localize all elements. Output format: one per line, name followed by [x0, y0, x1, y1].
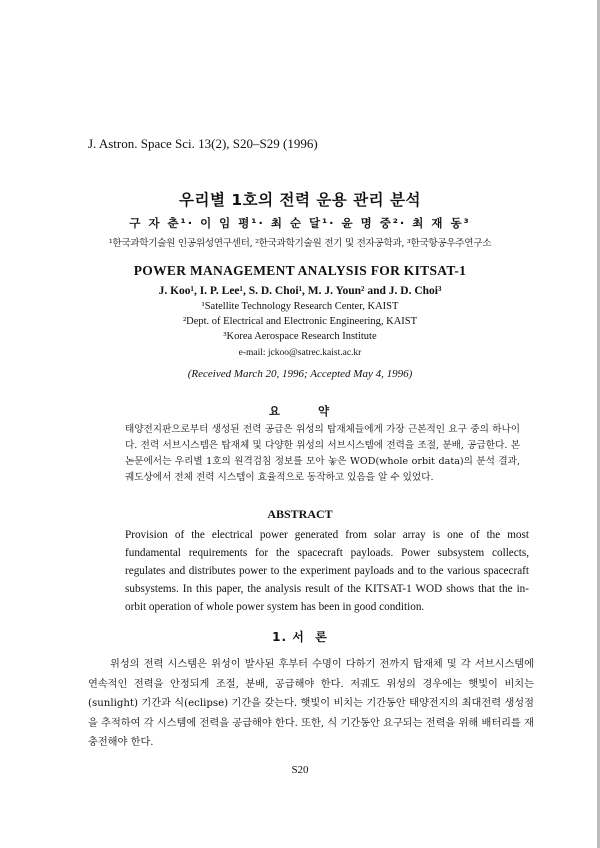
author-email: e-mail: jckoo@satrec.kaist.ac.kr — [238, 348, 362, 358]
affiliations-korean: ¹한국과학기술원 인공위성연구센터, ²한국과학기술원 전기 및 전자공학과, ³한국항공우주연구소 — [108, 238, 492, 249]
received-dates: (Received March 20, 1996; Accepted May 4, 1996) — [187, 368, 413, 380]
abstract-text: Provision of the electrical power generated from solar array is one of the most fundamental requirements for the spacecraft payloads. Power subsystem collects, regulates and distributes power to the experiment payloads and to the various spacecraft subsystems. In this paper, the analysis result of the KITSAT-1 WOD shows that the in-orbit operation of whole power system has been in good condition. — [125, 529, 529, 613]
affiliation-1: ¹Satellite Technology Research Center, KAIST — [201, 301, 399, 312]
summary-text: 태양전지판으로부터 생성된 전력 공급은 위성의 탑재체들에게 가장 근본적인 요구 중의 하나이다. 전력 서브시스템은 탑재체 및 다양한 위성의 서브시스템에 전력을 조절, 분배, 공급한다. 본 논문에서는 우리별 1호의 원격검침 정보를 모아 놓은 WOD(whole orbit data)의 분석 결과, 궤도상에서 전체 전력 시스템이 효율적으로 동작하고 있음을 알 수 있었다. — [125, 424, 520, 483]
authors-english: J. Koo¹, I. P. Lee¹, S. D. Choi¹, M. J. Youn² and J. D. Choi³ — [158, 285, 442, 297]
title-korean: 우리별 1호의 전력 운용 관리 분석 — [179, 191, 421, 209]
summary-heading: 요 약 — [268, 404, 332, 418]
abstract-heading: ABSTRACT — [267, 507, 333, 521]
journal-citation: J. Astron. Space Sci. 13(2), S20–S29 (1996) — [88, 136, 318, 151]
authors-korean: 구 자 춘¹· 이 임 평¹· 최 순 달¹· 윤 명 중²· 최 재 동³ — [129, 216, 471, 230]
affiliation-2: ²Dept. of Electrical and Electronic Engineering, KAIST — [182, 316, 418, 327]
section-text: 위성의 전력 시스템은 위성이 발사된 후부터 수명이 다하기 전까지 탑재체 및 각 서브시스템에 연속적인 전력을 안정되게 조절, 분배, 공급해야 한다. 저궤도 위성의 경우에는 햇빛이 비치는(sunlight) 기간과 식(eclipse) 기간을 갖는다. 햇빛이 비치는 기간동안 태양전지의 최대전력 생성점을 추적하여 각 시스템에 전력을 공급해야 한다. 또한, 식 기간동안 요구되는 전력을 위해 배터리를 재충전해야 한다. — [88, 659, 534, 748]
affiliation-3: ³Korea Aerospace Research Institute — [223, 331, 377, 342]
section-heading: 1. 서 론 — [272, 630, 328, 644]
title-english: POWER MANAGEMENT ANALYSIS FOR KITSAT-1 — [133, 263, 467, 278]
page-number: S20 — [291, 764, 309, 776]
